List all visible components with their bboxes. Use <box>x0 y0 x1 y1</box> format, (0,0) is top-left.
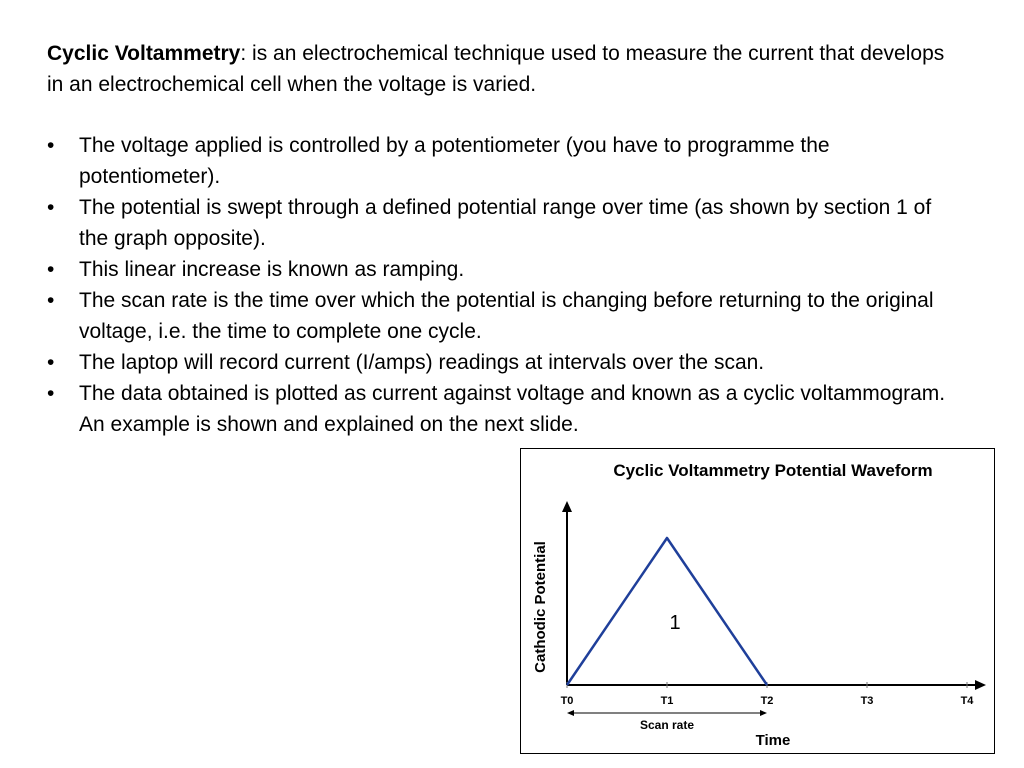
chart-title: Cyclic Voltammetry Potential Waveform <box>613 461 933 480</box>
bullet-text: The potential is swept through a defined potential range over time (as shown by section 1 of the graph opposite). <box>79 196 932 250</box>
term-heading: Cyclic Voltammetry <box>47 42 241 65</box>
section-label: 1 <box>669 612 681 635</box>
bullet-item <box>47 378 947 440</box>
x-axis-label: Time <box>755 732 791 749</box>
x-tick-label: T4 <box>960 695 974 707</box>
waveform-chart <box>521 449 994 753</box>
bullet-item <box>47 254 947 285</box>
term-definition: : is an electrochemical technique used to measure the current that develops in an electrochemical cell when the voltage is varied. <box>47 42 945 96</box>
bullet-item <box>47 130 947 192</box>
bullet-item <box>47 347 947 378</box>
bullet-marker: • <box>47 134 55 157</box>
bullet-text: The data obtained is plotted as current against voltage and known as a cyclic voltammogram. An example is shown and explained on the next slide. <box>79 382 946 436</box>
bullet-item <box>47 285 947 347</box>
bullet-marker: • <box>47 258 55 281</box>
bullet-text: The scan rate is the time over which the potential is changing before returning to the original voltage, i.e. the time to complete one cycle. <box>79 289 934 343</box>
bullet-marker: • <box>47 196 55 219</box>
bullet-marker: • <box>47 382 55 405</box>
waveform-figure <box>520 448 995 754</box>
y-axis-arrowhead <box>562 501 572 512</box>
x-tick-label: T0 <box>560 695 574 707</box>
bullet-item <box>47 192 947 254</box>
bullet-text: The laptop will record current (I/amps) readings at intervals over the scan. <box>79 351 765 374</box>
bullet-marker: • <box>47 351 55 374</box>
bullet-marker: • <box>47 289 55 312</box>
scan-rate-arrow-right <box>760 710 767 716</box>
x-tick-label: T3 <box>860 695 874 707</box>
bullet-list <box>47 130 947 440</box>
intro-paragraph <box>47 38 947 100</box>
x-tick-label: T1 <box>660 695 674 707</box>
y-axis-label: Cathodic Potential <box>532 541 549 673</box>
bullet-text: This linear increase is known as ramping. <box>79 258 465 281</box>
x-tick-label: T2 <box>760 695 774 707</box>
bullet-text: The voltage applied is controlled by a potentiometer (you have to programme the potentiometer). <box>79 134 830 188</box>
scan-rate-arrow-left <box>567 710 574 716</box>
x-axis-arrowhead <box>975 680 986 690</box>
potential-waveform-line <box>567 538 767 685</box>
scan-rate-label: Scan rate <box>639 718 695 732</box>
